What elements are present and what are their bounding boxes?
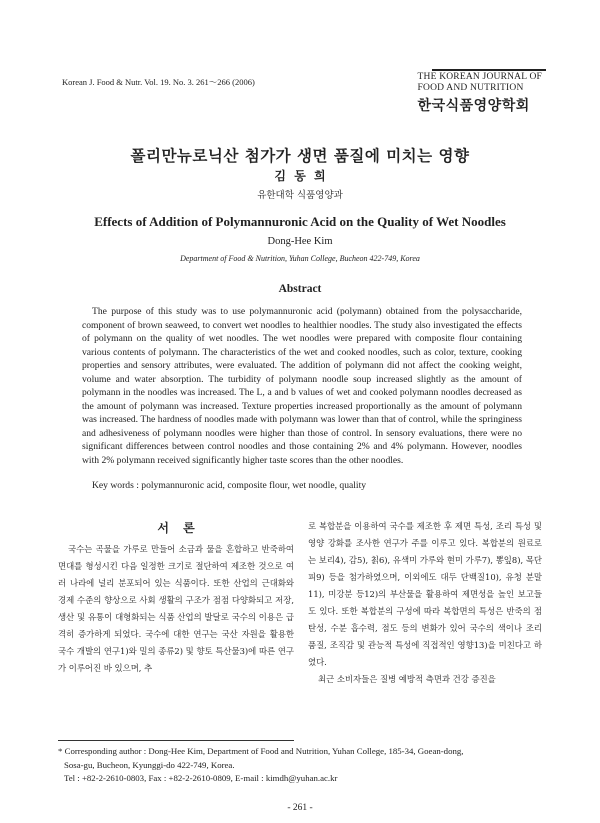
abstract-body: The purpose of this study was to use polymannuronic acid (polymann) obtained from the polysaccharide, component of brown seaweed, to convert wet noodles to healthier noodles. The study also investigated the effects of polymann on the quality of wet noodles. The wet noodles were prepared with composite flour containing various contents of polymann. The characteristics of the wet and cooked noodles, such as color, texture, cooking properties and sensory attributes, were evaluated. The addition of polymann did not affect the cooking weight, volume and water absorption. The turbidity of polymann noodle soup increased slightly as the amount of polymann in the noodles was increased. The L, a and b values of wet and cooked polymann noodles decreased as the amount of polymann was increased. Texture properties increased proportionally as the amount of polymann was increased. The hardness of noodles made with polymann was lower than that of control, while the springiness and adhesiveness of polymann noodles were higher than those of control. In sensory evaluations, there were no significant differences between control noodles and those containing 2% and 4% polymann. However, noodles with 2% polymann received significantly higher taste scores than the other noodles. xyxy=(82,306,522,466)
page-number: - 261 - xyxy=(287,803,313,813)
footnote-line-1: * Corresponding author : Dong-Hee Kim, Department of Food and Nutrition, Yuhan College, 185-34, Goean-dong, xyxy=(58,746,464,756)
journal-name-ko: 한국식품영양학회 xyxy=(417,98,530,114)
journal-masthead xyxy=(418,72,542,115)
journal-rule xyxy=(432,69,546,71)
journal-citation: Korean J. Food & Nutr. Vol. 19. No. 3. 261～266 (2006) xyxy=(62,77,255,87)
abstract-heading: Abstract xyxy=(278,283,322,295)
author-korean: 김 동 희 xyxy=(274,169,326,183)
intro-right-column xyxy=(308,518,542,688)
paper-title-korean: 폴리만뉴로닉산 첨가가 생면 품질에 미치는 영향 xyxy=(130,147,470,165)
footnote-line-3: Tel : +82-2-2610-0803, Fax : +82-2-2610-0809, E-mail : kimdh@yuhan.ac.kr xyxy=(64,773,338,783)
keywords: Key words : polymannuronic acid, composite flour, wet noodle, quality xyxy=(92,480,367,491)
journal-name-en-line1: THE KOREAN JOURNAL OF xyxy=(417,72,542,82)
intro-right-paragraph-1: 로 복합분을 이용하여 국수를 제조한 후 제면 특성, 조리 특성 및 영양 강화를 조사한 연구가 주를 이루고 있다. 복합분의 원료로는 보리4), 감5), 칡6), 유색미 가루와 현미 가루7), 뽕잎8), 목단피9) 등을 첨가하였으며, 이외에도 대두 단백질10), 유청 분말11), 미강분 등12)의 부산물을 활용하여 제면성을 높인 보고들도 있다. 또한 복합분의 구성에 따라 복합면의 특성은 반죽의 점탄성, 수분 흡수력, 점도 등의 변화가 있어 국수의 색이나 조리 품질, 조직감 및 관능적 특성에 직접적인 영향13)을 미친다고 하였다. xyxy=(308,521,542,667)
corresponding-author-footnote xyxy=(58,745,548,786)
affiliation-english: Department of Food & Nutrition, Yuhan College, Bucheon 422-749, Korea xyxy=(180,254,420,263)
section-heading-introduction: 서 론 xyxy=(157,521,195,535)
footnote-rule xyxy=(58,740,294,741)
author-english: Dong-Hee Kim xyxy=(267,236,333,247)
affiliation-korean: 유한대학 식품영양과 xyxy=(257,190,343,201)
paper-title-english: Effects of Addition of Polymannuronic Acid on the Quality of Wet Noodles xyxy=(94,214,506,229)
intro-right-paragraph-2: 최근 소비자들은 질병 예방적 측면과 건강 증진을 xyxy=(318,674,496,684)
intro-left-column: 국수는 곡물을 가루로 만들어 소금과 물을 혼합하고 반죽하여 면대를 형성시킨 다음 일정한 크기로 절단하여 제조한 것으로 여러 나라에 널리 분포되어 있는 식품이다. 또한 산업의 근대화와 경제 수준의 향상으로 사회 생활의 구조가 점점 다양화되고 저장, 생산 및 유통이 대형화되는 식품 산업의 발달로 국수의 이용은 급격히 증가하게 되었다. 국수에 대한 연구는 국산 자원을 활용한 국수 개발의 연구1)와 밀의 종류2) 및 향토 특산물3)에 따른 연구가 이루어진 바 있으며, 추 xyxy=(58,544,294,673)
journal-name-en-line2: FOOD AND NUTRITION xyxy=(417,83,524,93)
footnote-line-2: Sosa-gu, Bucheon, Kyunggi-do 422-749, Korea. xyxy=(64,759,235,770)
